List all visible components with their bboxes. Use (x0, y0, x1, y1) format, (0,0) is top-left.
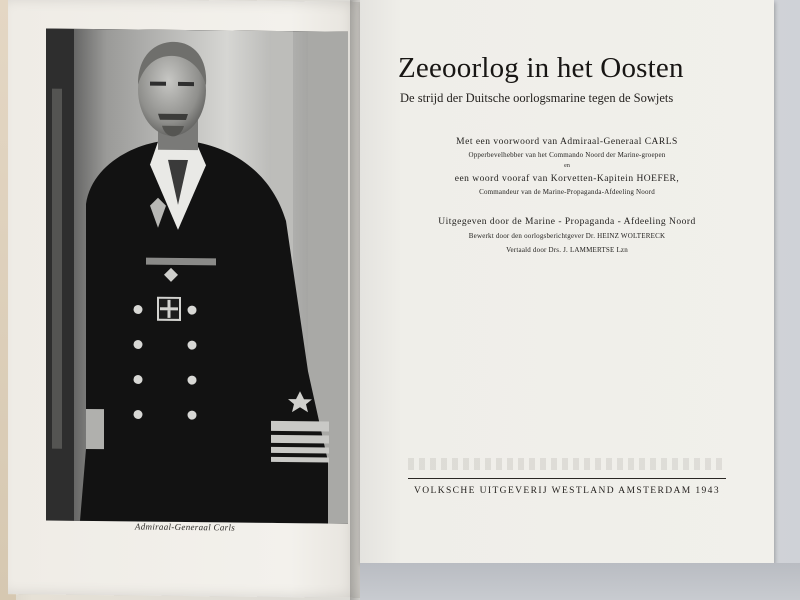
table-surface (360, 563, 800, 600)
title-page (360, 0, 774, 563)
left-page (8, 0, 362, 598)
book-title: Zeeoorlog in het Oosten (398, 52, 684, 84)
portrait-photo (46, 29, 348, 524)
publisher-rule (408, 478, 726, 479)
foreword-role: Opperbevelhebber van het Commando Noord der Marine-groepen (468, 151, 666, 159)
preface-line: een woord vooraf van Korvetten-Kapitein HOEFER, (454, 174, 680, 184)
portrait-illustration (46, 29, 348, 524)
photo-caption: Admiraal-Generaal Carls (134, 521, 236, 533)
issued-by: Uitgegeven door de Marine - Propaganda - Afdeeling Noord (438, 217, 696, 227)
translated-by: Vertaald door Drs. J. LAMMERTSE Lzn (506, 246, 628, 254)
and-word: en (564, 163, 570, 169)
show-through-text (408, 458, 726, 470)
title-page-text (360, 0, 774, 563)
book-subtitle: De strijd der Duitsche oorlogsmarine tegen de Sowjets (400, 91, 674, 105)
publisher-line: VOLKSCHE UITGEVERIJ WESTLAND AMSTERDAM 1943 (414, 486, 720, 496)
preface-role: Commandeur van de Marine-Propaganda-Afdeeling Noord (479, 188, 655, 196)
foreword-line: Met een voorwoord van Admiraal-Generaal CARLS (456, 137, 678, 147)
edited-by: Bewerkt door den oorlogsberichtgever Dr. HEINZ WOLTERECK (468, 232, 666, 240)
